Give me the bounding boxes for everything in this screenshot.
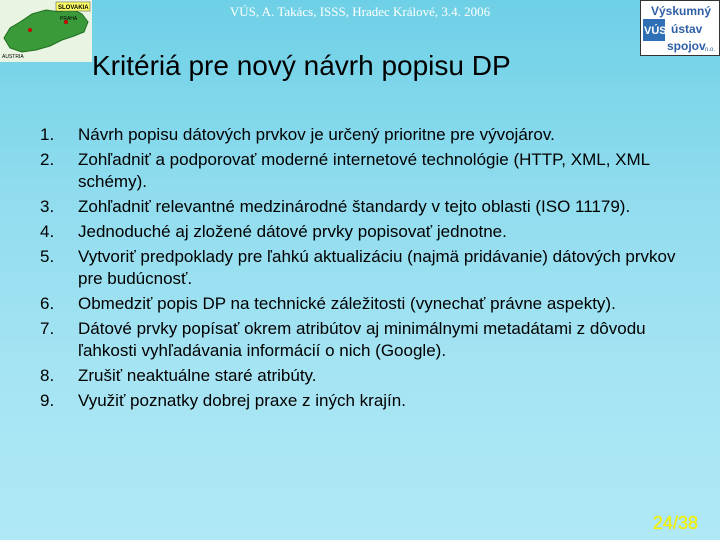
page-separator: / [672,513,678,533]
page-total: 38 [677,513,698,533]
list-item-number: 8. [40,366,55,385]
list-item-text: Návrh popisu dátových prvkov je určený prioritne pre vývojárov. [78,125,555,144]
svg-text:spojov: spojov [667,39,706,53]
list-item-number: 9. [40,391,55,410]
list-item [28,390,688,412]
list-item-text: Obmedziť popis DP na technické záležitosti (vynechať právne aspekty). [78,294,616,313]
list-item-text: Dátové prvky popísať okrem atribútov aj minimálnymi metadátami z dôvodu ľahkosti vyhľadávania informácií o nich (Google). [78,319,646,360]
slovakia-map-logo [0,0,92,62]
criteria-list [28,124,688,415]
list-item-number: 1. [40,125,55,144]
slide-title: Kritériá pre nový návrh popisu DP [92,50,511,81]
list-item-number: 5. [40,247,55,266]
list-item [28,221,688,243]
list-item-text: Vytvoriť predpoklady pre ľahkú aktualizáciu (najmä pridávanie) dátových prvkov pre budúcnosť. [78,247,676,288]
svg-text:ústav: ústav [671,22,703,36]
svg-text:VÚS: VÚS [644,25,667,37]
list-item-text: Zohľadniť relevantné medzinárodné štandardy v tejto oblasti (ISO 11179). [78,197,631,216]
list-item-number: 6. [40,294,55,313]
page-number [653,513,698,534]
list-item-number: 7. [40,319,55,338]
list-item-number: 4. [40,222,55,241]
page-current: 24 [652,513,673,533]
list-item-text: Zrušiť neaktuálne staré atribúty. [78,366,317,385]
list-item [28,149,688,193]
svg-text:n.o.: n.o. [705,47,716,53]
svg-text:PRAHA: PRAHA [60,16,78,22]
svg-text:SLOVAKIA: SLOVAKIA [58,5,89,11]
list-item [28,318,688,362]
list-item-text: Jednoduché aj zložené dátové prvky popisovať jednotne. [78,222,507,241]
vus-institute-logo [640,0,720,56]
header-citation: VÚS, A. Takács, ISSS, Hradec Králové, 3.4. 2006 [229,4,491,19]
list-item [28,124,688,146]
list-item [28,246,688,290]
list-item-text: Zohľadniť a podporovať moderné internetové technológie (HTTP, XML, XML schémy). [78,150,650,191]
list-item-number: 2. [40,150,55,169]
list-item-number: 3. [40,197,55,216]
svg-text:Výskumný: Výskumný [651,4,712,18]
list-item [28,293,688,315]
list-item [28,196,688,218]
list-item-text: Využiť poznatky dobrej praxe z iných krajín. [78,391,406,410]
svg-text:AUSTRIA: AUSTRIA [2,54,24,60]
list-item [28,365,688,387]
